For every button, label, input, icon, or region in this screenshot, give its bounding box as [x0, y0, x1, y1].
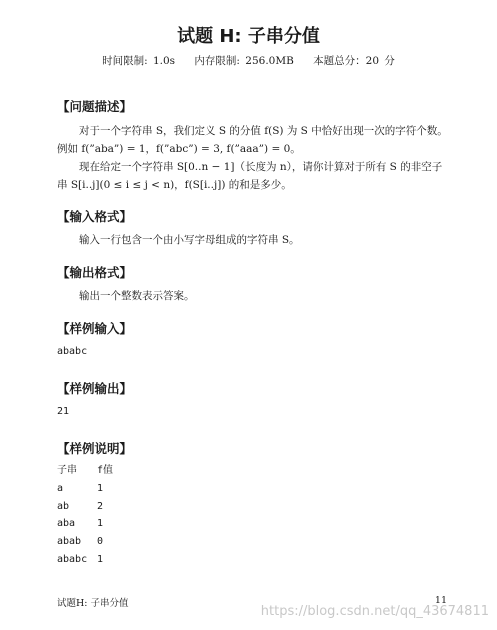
table-cell-value: 1 — [97, 482, 104, 494]
problem-meta — [0, 53, 497, 68]
table-cell-value: 1 — [97, 518, 104, 530]
table-cell-substring: a — [57, 482, 64, 494]
table-header-value: f值 — [97, 465, 114, 476]
input-format-heading: 【输入格式】 — [57, 209, 133, 224]
table-cell-substring: aba — [57, 518, 76, 530]
output-format-text: 输出一个整数表示答案。 — [79, 290, 195, 302]
table-header-row — [57, 462, 113, 480]
watermark: https://blog.csdn.net/qq_43674811 — [260, 604, 489, 619]
time-limit: 时间限制: 1.0s — [102, 55, 176, 67]
table-cell-value: 2 — [97, 500, 104, 512]
sample-output-text: 21 — [57, 406, 70, 417]
problem-description-paragraph-1: 对于一个字符串 S，我们定义 S 的分值 f(S) 为 S 中恰好出现一次的字符个数。例如 f(”aba”) = 1，f(”abc”) = 3, f(”aaa”) = 0。 — [57, 125, 448, 155]
sample-input-heading: 【样例输入】 — [57, 321, 133, 336]
table-row — [57, 533, 113, 551]
output-format-heading: 【输出格式】 — [57, 265, 133, 280]
problem-title: 试题 H: 子串分值 — [177, 26, 320, 47]
table-row — [57, 515, 113, 533]
sample-output-heading: 【样例输出】 — [57, 381, 133, 396]
table-cell-substring: ab — [57, 500, 70, 512]
table-cell-substring: abab — [57, 536, 82, 548]
sample-input-text: ababc — [57, 346, 88, 357]
table-row — [57, 480, 113, 498]
total-score: 本题总分：20 分 — [313, 55, 395, 67]
sample-explanation-heading: 【样例说明】 — [57, 441, 133, 456]
table-row — [57, 498, 113, 516]
table-header-substring: 子串 — [57, 465, 77, 476]
table-cell-value: 0 — [97, 536, 104, 548]
page-number: 11 — [434, 595, 447, 606]
table-row — [57, 551, 113, 569]
problem-description-heading: 【问题描述】 — [57, 99, 133, 114]
footer-title: 试题H: 子串分值 — [57, 598, 129, 609]
input-format-text: 输入一行包含一个由小写字母组成的字符串 S。 — [79, 234, 300, 246]
explanation-table — [57, 462, 113, 569]
memory-limit: 内存限制: 256.0MB — [194, 55, 294, 67]
problem-description-paragraph-2: 现在给定一个字符串 S[0..n − 1]（长度为 n），请你计算对于所有 S 的非空子串 S[i..j](0 ≤ i ≤ j < n)，f(S[i..j]) 的和是多少。 — [57, 161, 443, 191]
table-cell-value: 1 — [97, 553, 104, 565]
table-cell-substring: ababc — [57, 553, 88, 565]
